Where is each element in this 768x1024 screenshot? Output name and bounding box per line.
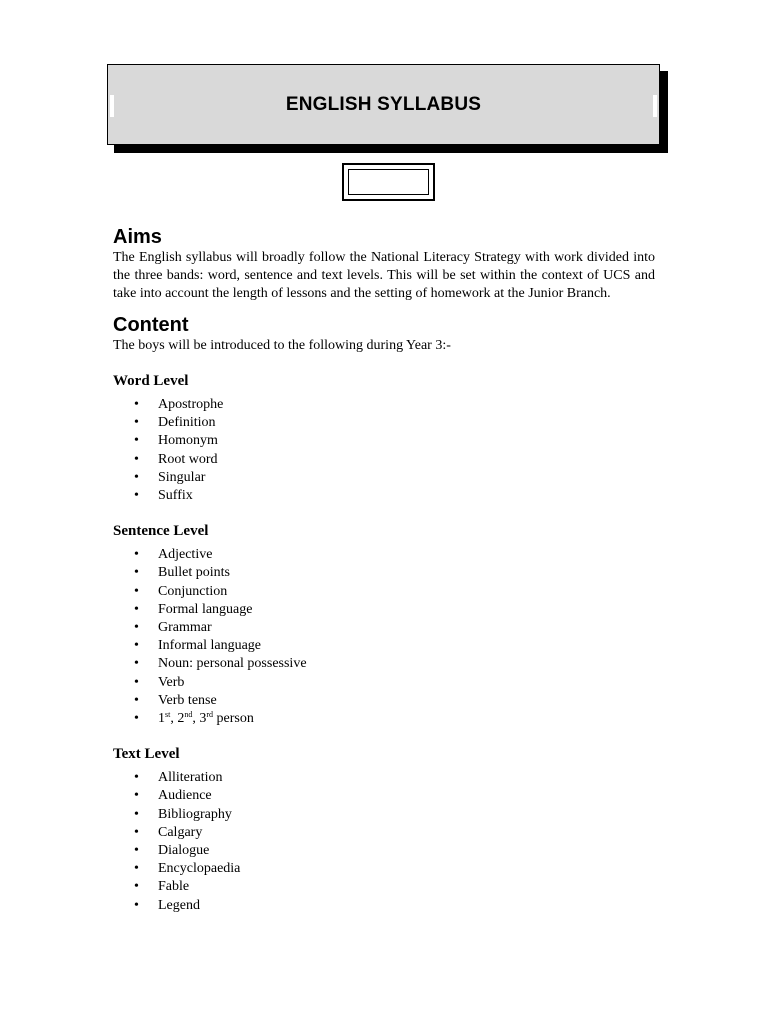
sentence-level-list [113,546,655,728]
list-item: • Audience [113,787,655,805]
list-item: • Noun: personal possessive [113,655,655,673]
aims-heading: Aims [113,226,162,248]
bullet-icon: • [134,451,139,467]
list-item: • Verb [113,674,655,692]
list-item: • Legend [113,897,655,915]
content-heading: Content [113,314,189,336]
bullet-icon: • [134,433,139,449]
bullet-icon: • [134,806,139,822]
bullet-icon: • [134,711,139,727]
bullet-icon: • [134,415,139,431]
empty-frame-box [342,163,435,201]
bullet-icon: • [134,788,139,804]
bullet-icon: • [134,397,139,412]
list-item: • Suffix [113,487,655,505]
bullet-icon: • [134,488,139,504]
bullet-icon: • [134,824,139,840]
bullet-icon: • [134,692,139,708]
title-notch-right [653,95,657,117]
bullet-icon: • [134,861,139,877]
list-item-person: • 1st, 2nd, 3rd person [113,710,655,728]
list-item: • Definition [113,414,655,432]
sentence-level-heading: Sentence Level [113,523,209,540]
list-item: • Conjunction [113,583,655,601]
list-item: • Dialogue [113,842,655,860]
bullet-icon: • [134,565,139,581]
bullet-icon: • [134,770,139,786]
word-level-heading: Word Level [113,373,189,389]
title-banner [107,64,660,145]
title-notch-left [110,95,114,117]
bullet-icon: • [134,897,139,913]
bullet-icon: • [134,583,139,599]
content-intro: The boys will be introduced to the following during Year 3:- [113,338,451,353]
word-level-list [113,396,655,505]
list-item: • Formal language [113,601,655,619]
list-item: • Encyclopaedia [113,860,655,878]
empty-frame-inner [348,169,429,195]
bullet-icon: • [134,547,139,563]
document-body [113,225,655,915]
bullet-icon: • [134,638,139,654]
list-item: • Bullet points [113,564,655,582]
bullet-icon: • [134,879,139,895]
list-item: • Informal language [113,637,655,655]
bullet-icon: • [134,601,139,617]
text-level-heading: Text Level [113,746,180,763]
list-item: • Homonym [113,432,655,450]
text-level-list [113,769,655,915]
list-item: • Calgary [113,824,655,842]
bullet-icon: • [134,469,139,485]
list-item: • Grammar [113,619,655,637]
bullet-icon: • [134,620,139,636]
list-item: • Alliteration [113,769,655,787]
list-item: • Fable [113,878,655,896]
list-item: • Root word [113,451,655,469]
bullet-icon: • [134,656,139,672]
bullet-icon: • [134,674,139,690]
page-title: ENGLISH SYLLABUS [285,93,482,115]
list-item: • Adjective [113,546,655,564]
list-item: • Apostrophe [113,396,655,414]
list-item: • Singular [113,469,655,487]
list-item: • Bibliography [113,806,655,824]
aims-paragraph: The English syllabus will broadly follow the National Literacy Strategy with work divided into the three bands: word, sentence and text levels. This will be set within the context of UCS and take into account the length of lessons and the setting of homework at the Junior Branch. [113,250,655,301]
bullet-icon: • [134,843,139,859]
list-item: • Verb tense [113,692,655,710]
